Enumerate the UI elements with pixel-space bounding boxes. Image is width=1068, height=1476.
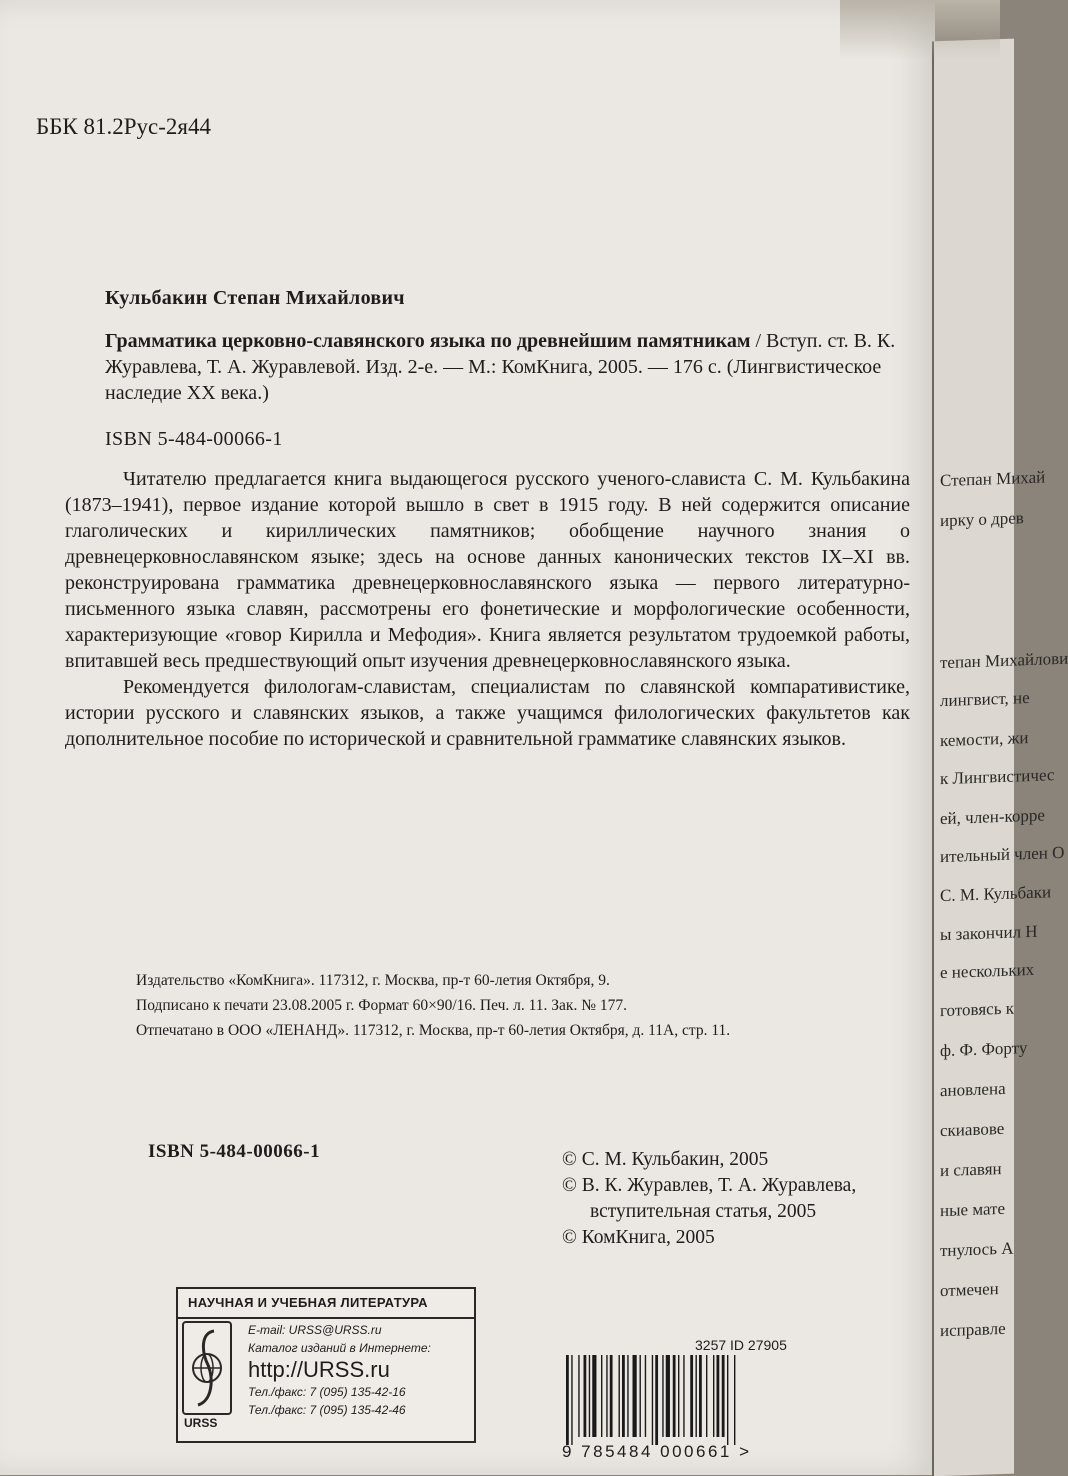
annotation-paragraph-2: Рекомендуется филологам-славистам, специалистам по славянской компаративистике, истории русского и славянских языков, а также учащимся филологических факультетов как дополнительное пособие по исторической и сравнительной грамматике славянских языков. — [65, 676, 910, 750]
author-name: Кульбакин Степан Михайлович — [105, 287, 405, 309]
adjacent-page-text: ф. Ф. Форту — [940, 1038, 1028, 1061]
barcode-icon — [562, 1355, 812, 1445]
adjacent-page-text: и славян — [940, 1158, 1002, 1181]
barcode-bar — [713, 1355, 714, 1437]
barcode-bar — [610, 1355, 613, 1437]
barcode-bar — [566, 1355, 569, 1445]
barcode-bar — [722, 1355, 725, 1437]
urss-email: E-mail: URSS@URSS.ru — [248, 1323, 382, 1337]
adjacent-page-text: С. М. Кульбаки — [940, 882, 1052, 906]
adjacent-page-text: ные мате — [940, 1198, 1006, 1221]
barcode-bar — [717, 1355, 720, 1437]
adjacent-page-text: к Лингвистичес — [940, 765, 1055, 789]
barcode-bar — [699, 1355, 702, 1437]
barcode-bar — [706, 1355, 707, 1437]
urss-contacts — [248, 1321, 431, 1419]
urss-phone-1: Тел./факс: 7 (095) 135-42-16 — [248, 1385, 406, 1399]
isbn-bottom: ISBN 5-484-00066-1 — [148, 1141, 321, 1162]
copyright-intro-note: вступительная статья, 2005 — [590, 1201, 817, 1222]
adjacent-page-text: лингвист, не — [940, 688, 1030, 711]
adjacent-page-text: отмечен — [940, 1279, 999, 1301]
imprint — [136, 968, 896, 1043]
urss-header: НАУЧНАЯ И УЧЕБНАЯ ЛИТЕРАТУРА — [178, 1289, 474, 1319]
barcode-bar — [673, 1355, 676, 1437]
imprint-printed: Отпечатано в ООО «ЛЕНАНД». 117312, г. Москва, пр-т 60-летия Октября, д. 11А, стр. 11. — [136, 1022, 731, 1039]
barcode-bar — [633, 1355, 637, 1437]
annotation-paragraph-1: Читателю предлагается книга выдающегося русского ученого-слависта С. М. Кульбакина (1873–1941), первое издание которой вышло в свет в 1915 году. В ней содержится описание глаголических и кириллических памятников; обобщение научного знания о древнецерковнославянском языке; здесь на основе данных канонических текстов IX–XI вв. реконструирована грамматика древнецерковнославянского языка — первого литературно-письменного языка славян, рассмотрены его фонетические и морфологические особенности, характеризующие «говор Кирилла и Мефодия». Книга является результатом трудоемкой работы, впитавшей весь предшествующий опыт изучения древнецерковнославянского языка. — [65, 468, 910, 672]
urss-logo-label: URSS — [184, 1416, 218, 1430]
adjacent-page-edge — [932, 39, 1068, 1476]
barcode-bar — [627, 1355, 628, 1437]
page-shadow — [840, 0, 1000, 60]
urss-url-link[interactable]: http://URSS.ru — [248, 1357, 390, 1382]
copyright-author: © С. М. Кульбакин, 2005 — [562, 1149, 769, 1170]
barcode-bar — [578, 1355, 579, 1437]
adjacent-page-text: ирку о древ — [940, 508, 1024, 531]
barcode-bar — [640, 1355, 641, 1437]
adjacent-page-text: ительный член О — [940, 842, 1065, 867]
imprint-signed: Подписано к печати 23.08.2005 г. Формат 60×90/16. Печ. л. 11. Зак. № 177. — [136, 997, 627, 1014]
barcode-bar — [589, 1355, 590, 1437]
bibliographic-record — [105, 328, 900, 406]
adjacent-page-text: е нескольких — [940, 959, 1035, 983]
urss-catalog-label: Каталог изданий в Интернете: — [248, 1341, 431, 1355]
barcode-id: 3257 ID 27905 — [695, 1337, 787, 1353]
adjacent-page-text: готовясь к — [940, 998, 1014, 1021]
adjacent-page-text: Степан Михай — [940, 467, 1046, 491]
barcode-bar — [571, 1355, 572, 1445]
isbn-top: ISBN 5-484-00066-1 — [105, 428, 283, 450]
copyright-intro-authors: © В. К. Журавлев, Т. А. Журавлева, — [562, 1175, 857, 1196]
barcode-bar — [645, 1355, 646, 1437]
adjacent-page-text: ей, член-корре — [940, 805, 1045, 829]
adjacent-page-text: исправле — [940, 1318, 1006, 1341]
bibliographic-details: / Вступ. ст. В. К. Журавлева, Т. А. Журавлевой. Изд. 2-е. — М.: КомКнига, 2005. — 176 с. (Лингвистическое наследие XX века.) — [105, 330, 896, 404]
barcode-bar — [662, 1355, 663, 1437]
annotation — [65, 466, 910, 752]
bbk-code: ББК 81.2Рус-2я44 — [36, 114, 211, 139]
urss-phone-2: Тел./факс: 7 (095) 135-42-46 — [248, 1403, 406, 1417]
barcode-bar — [601, 1355, 602, 1437]
barcode-bar — [678, 1355, 679, 1437]
adjacent-page-text: кемости, жи — [940, 728, 1029, 751]
barcode-bar — [666, 1355, 670, 1437]
adjacent-page-text: тнулось А — [940, 1238, 1014, 1261]
adjacent-page-text: тепан Михайлови — [940, 648, 1068, 673]
copyright-publisher: © КомКнига, 2005 — [562, 1227, 715, 1248]
barcode-bar — [584, 1355, 587, 1437]
adjacent-page-text: скиавове — [940, 1118, 1005, 1141]
barcode-bar — [734, 1355, 735, 1445]
barcode-bar — [727, 1355, 728, 1445]
barcode-bar — [606, 1355, 607, 1437]
copyright-block — [562, 1147, 922, 1251]
barcode-bar — [592, 1355, 596, 1437]
barcode-bar — [652, 1355, 653, 1445]
barcode-digits: 9 785484 000661 > — [562, 1442, 752, 1461]
barcode-bar — [696, 1355, 697, 1437]
adjacent-page-text: ановлена — [940, 1078, 1006, 1101]
barcode-bar — [690, 1355, 693, 1437]
barcode-bar — [622, 1355, 625, 1437]
urss-logo-icon — [182, 1321, 232, 1415]
barcode-bar — [655, 1355, 658, 1445]
adjacent-page-text: ы закончил Н — [940, 921, 1038, 945]
book-title: Грамматика церковно-славянского языка по древнейшим памятникам — [105, 330, 751, 352]
urss-info-box — [176, 1287, 476, 1443]
imprint-publisher: Издательство «КомКнига». 117312, г. Москва, пр-т 60-летия Октября, 9. — [136, 972, 610, 989]
barcode-bar — [683, 1355, 684, 1437]
barcode-bar — [619, 1355, 620, 1437]
